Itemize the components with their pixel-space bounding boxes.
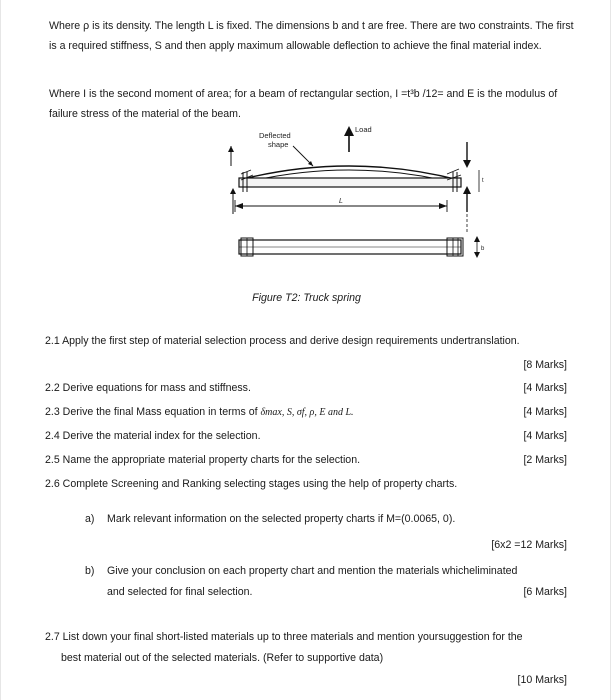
question-2-2-marks: [4 Marks] bbox=[523, 382, 567, 394]
question-2-6: 2.6 Complete Screening and Ranking selecting stages using the help of property charts. bbox=[45, 478, 458, 490]
question-2-6b-line-1: Give your conclusion on each property chart and mention the materials whicheliminated bbox=[107, 565, 518, 577]
question-2-3 bbox=[45, 406, 354, 418]
question-2-4: 2.4 Derive the material index for the selection. bbox=[45, 430, 261, 442]
width-dim-top-arrowhead bbox=[474, 236, 480, 242]
question-2-3-math: δmax, S, σf, ρ, E and L. bbox=[260, 407, 354, 418]
question-2-2: 2.2 Derive equations for mass and stiffness. bbox=[45, 382, 251, 394]
width-dim-bottom-arrowhead bbox=[474, 252, 480, 258]
question-2-4-marks: [4 Marks] bbox=[523, 430, 567, 442]
left-support-arrowhead bbox=[230, 188, 236, 194]
question-2-6b-label: b) bbox=[85, 565, 95, 577]
question-2-6a: Mark relevant information on the selected property charts if M=(0.0065, 0). bbox=[107, 513, 456, 525]
label-load: Load bbox=[355, 125, 372, 134]
intro-paragraph-1: Where ρ is its density. The length L is fixed. The dimensions b and t are free. There are two constraints. The first is a required stiffness, S and then apply maximum allowable deflection to achieve the final material index. bbox=[49, 20, 574, 52]
left-top-arrowhead bbox=[228, 146, 234, 152]
intro-paragraph-2: Where I is the second moment of area; for a beam of rectangular section, I =t³b /12= and E is the modulus of failure stress of the material of the beam. bbox=[49, 88, 558, 120]
label-b: b bbox=[481, 246, 485, 252]
length-dim-right-arrowhead bbox=[439, 203, 447, 209]
label-t: t bbox=[482, 178, 484, 184]
label-deflected: Deflected bbox=[259, 131, 291, 140]
figure-caption: Figure T2: Truck spring bbox=[252, 292, 361, 304]
question-2-1: 2.1 Apply the first step of material selection process and derive design requirements undertranslation. bbox=[45, 335, 520, 347]
question-2-6a-marks: [6x2 =12 Marks] bbox=[491, 539, 567, 551]
length-dim-left-arrowhead bbox=[235, 203, 243, 209]
question-2-7-marks: [10 Marks] bbox=[517, 674, 567, 686]
question-2-1-marks: [8 Marks] bbox=[523, 359, 567, 371]
question-2-6b-line-2: and selected for final selection. bbox=[107, 586, 253, 598]
question-2-6b-marks: [6 Marks] bbox=[523, 586, 567, 598]
question-2-7-line-2: best material out of the selected materials. (Refer to supportive data) bbox=[61, 652, 384, 664]
label-shape: shape bbox=[268, 140, 289, 149]
question-2-5-marks: [2 Marks] bbox=[523, 454, 567, 466]
load-arrow-head bbox=[344, 126, 354, 136]
question-2-3-text: 2.3 Derive the final Mass equation in terms of bbox=[45, 406, 261, 418]
question-2-6a-label: a) bbox=[85, 513, 95, 525]
question-2-7-line-1: 2.7 List down your final short-listed materials up to three materials and mention yoursuggestion for the bbox=[45, 631, 523, 643]
question-2-3-marks: [4 Marks] bbox=[523, 406, 567, 418]
right-bottom-arrowhead bbox=[463, 186, 471, 194]
truck-spring-figure bbox=[215, 122, 497, 272]
label-L: L bbox=[339, 198, 343, 205]
beam-side-view bbox=[239, 178, 461, 187]
question-2-5: 2.5 Name the appropriate material property charts for the selection. bbox=[45, 454, 361, 466]
right-top-arrowhead bbox=[463, 160, 471, 168]
